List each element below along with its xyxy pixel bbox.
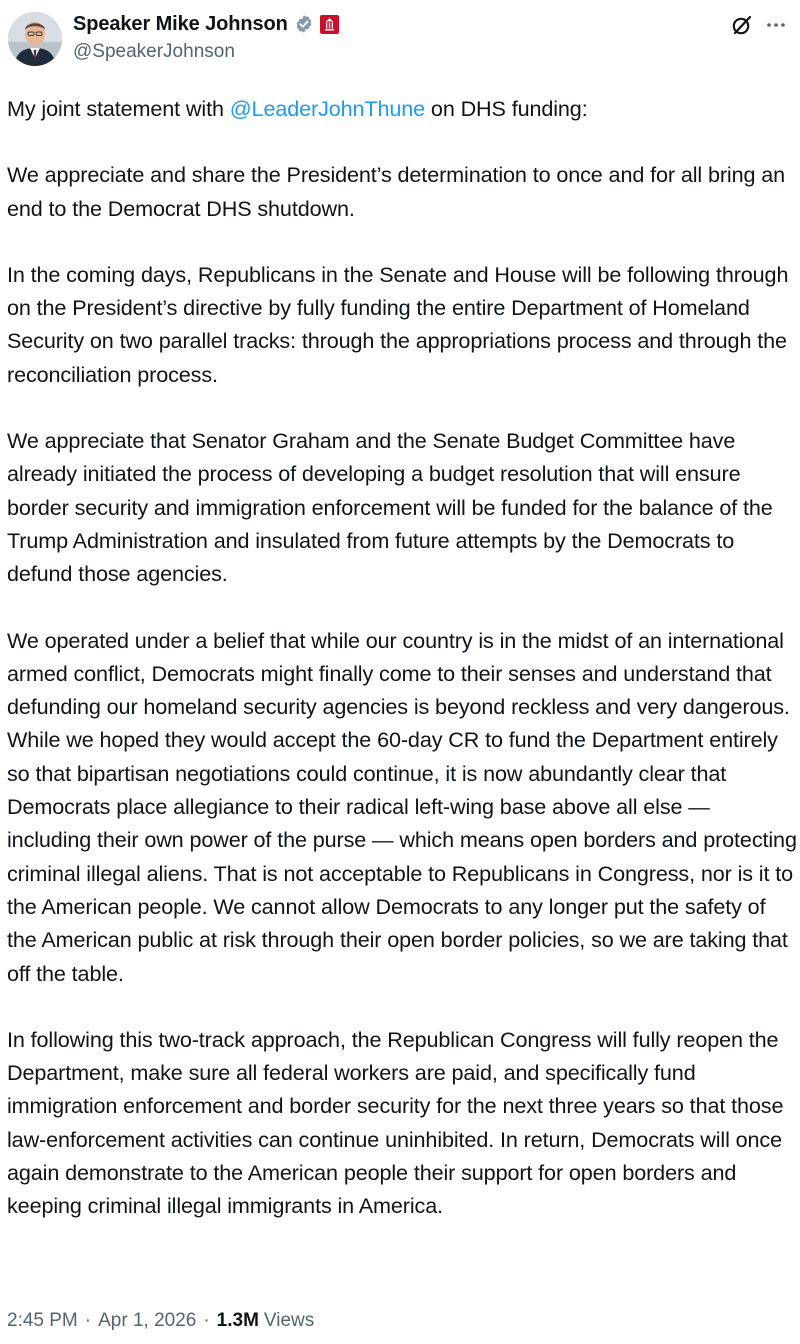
paragraph-4: We appreciate that Senator Graham and the Senate Budget Committee have already initiated the process of developing a budget resolution that will ensure border security and immigration enforcement will be funded for the balance of the Trump Administration and insulated from future attempts by the Democrats to defund those agencies. bbox=[7, 428, 773, 587]
separator-dot: · bbox=[203, 1310, 210, 1331]
paragraph-1 bbox=[7, 92, 797, 125]
paragraph-6: In following this two-track approach, the Republican Congress will fully reopen the Department, make sure all federal workers are paid, and specifically fund immigration enforcement and border security for the next three years so that those law-enforcement activities can continue uninhibited. In return, Democrats will once again demonstrate to the American people their support for open borders and keeping criminal illegal immigrants in America. bbox=[7, 1026, 784, 1219]
avatar-image bbox=[8, 12, 62, 66]
name-row bbox=[73, 10, 339, 38]
paragraph-3: In the coming days, Republicans in the Senate and House will be following through on the President’s directive by fully funding the entire Department of Homeland Security on two parallel tracks: through the appropriations process and through the reconciliation process. bbox=[7, 261, 789, 387]
views-count: 1.3M bbox=[216, 1310, 259, 1331]
paragraph-2: We appreciate and share the President’s determination to once and for all bring an end to the Democrat DHS shutdown. bbox=[7, 162, 786, 221]
mention-link[interactable]: @LeaderJohnThune bbox=[229, 96, 426, 121]
display-name[interactable]: Speaker Mike Johnson bbox=[73, 12, 288, 35]
tweet-text bbox=[7, 92, 797, 1223]
intro-text: My joint statement with bbox=[7, 96, 230, 121]
paragraph-5: We operated under a belief that while our country is in the midst of an international armed conflict, Democrats might finally come to their senses and understand that defunding our homeland security agencies is beyond reckless and very dangerous. While we hoped they would accept the 60-day CR to fund the Department entirely so that bipartisan negotiations could continue, it is now abundantly clear that Democrats place allegiance to their radical left-wing base above all else — including their own power of the purse — which means open borders and protecting criminal illegal aliens. That is not acceptable to Republicans in Congress, nor is it to the American people. We cannot allow Democrats to any longer put the safety of the American public at risk through their open border policies, so we are taking that off the table. bbox=[7, 627, 797, 986]
separator-dot: · bbox=[84, 1310, 92, 1331]
tweet-header bbox=[0, 0, 800, 80]
grok-icon[interactable] bbox=[730, 13, 754, 37]
more-horizontal-icon[interactable] bbox=[764, 13, 788, 37]
gray-verified-badge-icon[interactable] bbox=[294, 14, 314, 34]
intro-text-end: on DHS funding: bbox=[425, 96, 588, 121]
post-time[interactable]: 2:45 PM bbox=[7, 1310, 78, 1331]
avatar[interactable] bbox=[8, 12, 62, 66]
post-date[interactable]: Apr 1, 2026 bbox=[98, 1310, 197, 1331]
views-label: Views bbox=[263, 1310, 315, 1331]
house-seal-badge-icon[interactable] bbox=[320, 15, 339, 34]
tweet-metadata bbox=[7, 1310, 314, 1332]
author-handle[interactable]: @SpeakerJohnson bbox=[73, 41, 235, 62]
